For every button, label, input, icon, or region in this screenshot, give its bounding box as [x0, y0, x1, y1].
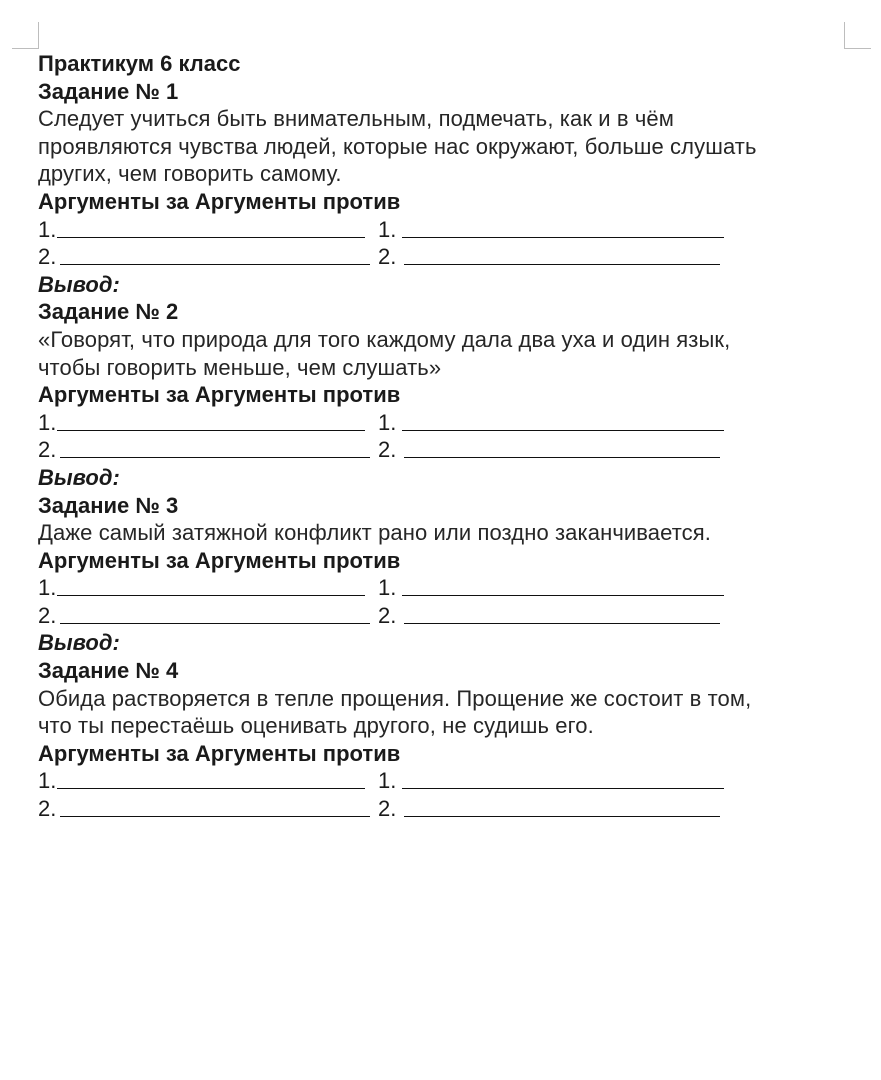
document-page: [38, 50, 853, 823]
task-heading: Задание № 4: [38, 658, 179, 684]
argument-against-1: 1.: [378, 216, 724, 244]
task-heading: Задание № 2: [38, 299, 179, 325]
answer-blank[interactable]: [402, 409, 724, 431]
answer-blank[interactable]: [60, 795, 370, 817]
task-heading: Задание № 3: [38, 492, 179, 518]
page-corner-top-right: [844, 22, 871, 49]
argument-row-2: [38, 795, 853, 823]
argument-for-2: 2.: [38, 795, 370, 823]
task-text: [38, 519, 853, 547]
task-text: [38, 105, 853, 188]
task-section-3: [38, 492, 853, 658]
task-text-line: Обида растворяется в тепле прощения. Прощение же состоит в том,: [38, 685, 752, 711]
argument-for-1: 1.: [38, 409, 365, 437]
argument-row-1: [38, 216, 853, 244]
argument-for-2: 2.: [38, 243, 370, 271]
answer-blank[interactable]: [60, 436, 370, 458]
task-text-line: других, чем говорить самому.: [38, 161, 342, 187]
answer-blank[interactable]: [404, 602, 720, 624]
argument-row-2: [38, 243, 853, 271]
argument-row-2: [38, 602, 853, 630]
argument-against-2: 2.: [378, 795, 720, 823]
page-corner-top-left: [12, 22, 39, 49]
answer-blank[interactable]: [404, 243, 720, 265]
answer-blank[interactable]: [402, 216, 724, 238]
conclusion-label: Вывод:: [38, 271, 120, 297]
answer-blank[interactable]: [60, 243, 370, 265]
arguments-header: Аргументы за Аргументы против: [38, 547, 401, 573]
argument-for-1: 1.: [38, 767, 365, 795]
conclusion-label: Вывод:: [38, 630, 120, 656]
task-text-line: Следует учиться быть внимательным, подмечать, как и в чём: [38, 106, 674, 132]
task-text-line: чтобы говорить меньше, чем слушать»: [38, 354, 442, 380]
task-section-1: [38, 78, 853, 299]
answer-blank[interactable]: [57, 574, 365, 596]
arguments-header: Аргументы за Аргументы против: [38, 740, 401, 766]
arguments-header: Аргументы за Аргументы против: [38, 188, 401, 214]
task-text-line: «Говорят, что природа для того каждому дала два уха и один язык,: [38, 326, 731, 352]
argument-row-2: [38, 436, 853, 464]
argument-against-2: 2.: [378, 602, 720, 630]
task-text-line: что ты перестаёшь оценивать другого, не судишь его.: [38, 713, 594, 739]
task-text-line: Даже самый затяжной конфликт рано или поздно заканчивается.: [38, 520, 712, 546]
argument-row-1: [38, 409, 853, 437]
answer-blank[interactable]: [404, 436, 720, 458]
argument-against-2: 2.: [378, 243, 720, 271]
argument-against-1: 1.: [378, 409, 724, 437]
answer-blank[interactable]: [57, 767, 365, 789]
argument-against-1: 1.: [378, 574, 724, 602]
arguments-header: Аргументы за Аргументы против: [38, 382, 401, 408]
argument-for-1: 1.: [38, 216, 365, 244]
document-title: Практикум 6 класс: [38, 51, 241, 76]
task-text: [38, 685, 853, 740]
argument-for-2: 2.: [38, 436, 370, 464]
task-text-line: проявляются чувства людей, которые нас окружают, больше слушать: [38, 133, 757, 159]
task-section-2: [38, 298, 853, 491]
task-text: [38, 326, 853, 381]
task-section-4: [38, 657, 853, 823]
argument-for-2: 2.: [38, 602, 370, 630]
answer-blank[interactable]: [402, 767, 724, 789]
argument-row-1: [38, 574, 853, 602]
argument-against-2: 2.: [378, 436, 720, 464]
answer-blank[interactable]: [57, 409, 365, 431]
argument-against-1: 1.: [378, 767, 724, 795]
answer-blank[interactable]: [402, 574, 724, 596]
answer-blank[interactable]: [60, 602, 370, 624]
conclusion-label: Вывод:: [38, 464, 120, 490]
answer-blank[interactable]: [57, 216, 365, 238]
argument-row-1: [38, 767, 853, 795]
task-heading: Задание № 1: [38, 78, 179, 104]
argument-for-1: 1.: [38, 574, 365, 602]
answer-blank[interactable]: [404, 795, 720, 817]
